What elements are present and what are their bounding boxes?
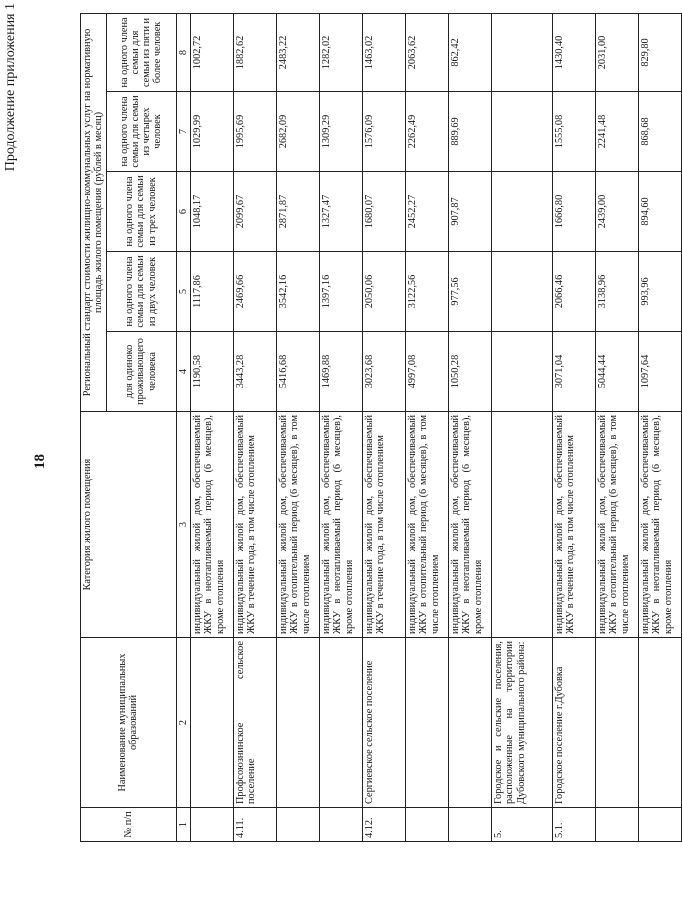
cell-value: 1050,28 [448, 332, 491, 412]
cell-value: 1430,40 [552, 13, 595, 91]
cell-value: 3138,96 [595, 252, 638, 332]
cell-value: 1190,58 [190, 332, 233, 412]
col-num-1: 1 [176, 808, 190, 842]
cell-municipality-name: Городское поселение г.Дубовка [552, 638, 595, 808]
column-number-row [176, 13, 190, 841]
cell-value: 993,96 [638, 252, 681, 332]
cell-value: 1680,07 [362, 172, 405, 252]
cell-value [491, 252, 552, 332]
cell-category: индивидуальный жилой дом, обеспечиваемый ЖКУ в неотапливаемый период (6 месяцев), кроме отопления [448, 412, 491, 638]
cell-municipality-name: Городское и сельские поселения, расположенные на территории Дубовского муниципального района: [491, 638, 552, 808]
col-num-2: 2 [176, 638, 190, 808]
cell-category: индивидуальный жилой дом, обеспечиваемый ЖКУ в течение года, в том числе отоплением [552, 412, 595, 638]
col-num-4: 4 [176, 332, 190, 412]
cell-value: 829,80 [638, 13, 681, 91]
header-row-1 [81, 13, 107, 841]
cell-value: 2050,06 [362, 252, 405, 332]
col-num-5: 5 [176, 252, 190, 332]
cell-category: индивидуальный жилой дом, обеспечиваемый ЖКУ в отопительный период (6 месяцев), в том числе отоплением [405, 412, 448, 638]
appendix-title: Продолжение приложения 1 [3, 3, 18, 172]
cell-municipality-name: Профсоюзнинское сельское поселение [233, 638, 276, 808]
cell-value: 1029,99 [190, 92, 233, 172]
cell-municipality-name [638, 638, 681, 808]
cell-value: 1048,17 [190, 172, 233, 252]
cell-category: индивидуальный жилой дом, обеспечиваемый ЖКУ в неотапливаемый период (6 месяцев), кроме отопления [190, 412, 233, 638]
cell-value: 1117,86 [190, 252, 233, 332]
cell-value: 907,87 [448, 172, 491, 252]
cell-no [448, 808, 491, 842]
cell-value: 1666,80 [552, 172, 595, 252]
cell-no [405, 808, 448, 842]
cell-value [491, 13, 552, 91]
table-row [552, 13, 595, 841]
cell-value: 2682,09 [276, 92, 319, 172]
cell-no [319, 808, 362, 842]
cell-value: 3122,56 [405, 252, 448, 332]
cell-value: 5044,44 [595, 332, 638, 412]
cell-municipality-name [405, 638, 448, 808]
table-row [276, 13, 319, 841]
table-body [81, 13, 682, 841]
cell-value [491, 92, 552, 172]
cell-value: 1397,16 [319, 252, 362, 332]
cell-value: 2871,87 [276, 172, 319, 252]
table-row [491, 13, 552, 841]
cell-value: 3023,68 [362, 332, 405, 412]
cell-value: 889,69 [448, 92, 491, 172]
header-sub-4: на одного члена семьи для семьи из четырех человек [106, 92, 176, 172]
cell-value: 3542,16 [276, 252, 319, 332]
cell-value: 5416,68 [276, 332, 319, 412]
cell-value: 868,68 [638, 92, 681, 172]
col-num-6: 6 [176, 172, 190, 252]
cell-value: 3071,04 [552, 332, 595, 412]
cell-category: индивидуальный жилой дом, обеспечиваемый ЖКУ в отопительный период (6 месяцев), в том числе отоплением [276, 412, 319, 638]
cell-no [190, 808, 233, 842]
cell-value: 2439,00 [595, 172, 638, 252]
cell-category: индивидуальный жилой дом, обеспечиваемый ЖКУ в неотапливаемый период (6 месяцев), кроме отопления [319, 412, 362, 638]
header-sub-2: на одного члена семьи для семьи из двух человек [106, 252, 176, 332]
cell-category: индивидуальный жилой дом, обеспечиваемый ЖКУ в неотапливаемый период (6 месяцев), кроме отопления [638, 412, 681, 638]
cell-value: 2031,00 [595, 13, 638, 91]
cell-value: 1576,09 [362, 92, 405, 172]
cell-value: 894,60 [638, 172, 681, 252]
page-number: 18 [32, 454, 48, 469]
cell-category: индивидуальный жилой дом, обеспечиваемый ЖКУ в отопительный период (6 месяцев), в том числе отоплением [595, 412, 638, 638]
cell-value: 2469,66 [233, 252, 276, 332]
header-name: Наименование муниципальных образований [81, 638, 177, 808]
header-no: № п/п [81, 808, 177, 842]
cell-municipality-name [319, 638, 362, 808]
cell-value: 1002,72 [190, 13, 233, 91]
col-num-7: 7 [176, 92, 190, 172]
table-row [405, 13, 448, 841]
cell-no: 4.11. [233, 808, 276, 842]
cell-category: индивидуальный жилой дом, обеспечиваемый ЖКУ в течение года, в том числе отоплением [233, 412, 276, 638]
cell-no [638, 808, 681, 842]
cell-no: 5. [491, 808, 552, 842]
col-num-8: 8 [176, 13, 190, 91]
table-row [233, 13, 276, 841]
cell-value: 2452,27 [405, 172, 448, 252]
cell-value: 1555,08 [552, 92, 595, 172]
cell-municipality-name [276, 638, 319, 808]
cell-municipality-name [595, 638, 638, 808]
cell-no: 4.12. [362, 808, 405, 842]
cell-value: 4997,08 [405, 332, 448, 412]
cell-no [276, 808, 319, 842]
col-num-3: 3 [176, 412, 190, 638]
table-row [448, 13, 491, 841]
cell-municipality-name [190, 638, 233, 808]
table-row [362, 13, 405, 841]
table-row [319, 13, 362, 841]
tariff-table [80, 13, 682, 842]
cell-no: 5.1. [552, 808, 595, 842]
cell-value: 3443,28 [233, 332, 276, 412]
cell-value: 1327,47 [319, 172, 362, 252]
cell-municipality-name [448, 638, 491, 808]
cell-value [491, 172, 552, 252]
cell-category [491, 412, 552, 638]
table-row [595, 13, 638, 841]
cell-value: 2066,46 [552, 252, 595, 332]
header-standard: Региональный стандарт стоимости жилищно-коммунальных услуг на нормативную площадь жилого помещения (рублей в месяц) [81, 13, 107, 411]
cell-value: 1469,88 [319, 332, 362, 412]
header-sub-3: на одного члена семьи для семьи из трех человек [106, 172, 176, 252]
cell-value: 977,56 [448, 252, 491, 332]
cell-value: 2241,48 [595, 92, 638, 172]
cell-value: 1309,29 [319, 92, 362, 172]
cell-category: индивидуальный жилой дом, обеспечиваемый ЖКУ в течение года, в том числе отоплением [362, 412, 405, 638]
header-category: Категория жилого помещения [81, 412, 177, 638]
header-sub-5: на одного члена семьи для семьи из пяти и более человек [106, 13, 176, 91]
cell-value: 1995,69 [233, 92, 276, 172]
cell-value: 862,42 [448, 13, 491, 91]
cell-value: 2262,49 [405, 92, 448, 172]
cell-municipality-name: Сергиевское сельское поселение [362, 638, 405, 808]
header-sub-1: для одиноко проживающего человека [106, 332, 176, 412]
cell-value: 1463,02 [362, 13, 405, 91]
cell-value: 2483,22 [276, 13, 319, 91]
cell-value: 1097,64 [638, 332, 681, 412]
cell-value [491, 332, 552, 412]
cell-value: 1282,02 [319, 13, 362, 91]
cell-value: 2063,62 [405, 13, 448, 91]
table-row [638, 13, 681, 841]
cell-value: 1882,62 [233, 13, 276, 91]
cell-no [595, 808, 638, 842]
cell-value: 2099,67 [233, 172, 276, 252]
table-row [190, 13, 233, 841]
